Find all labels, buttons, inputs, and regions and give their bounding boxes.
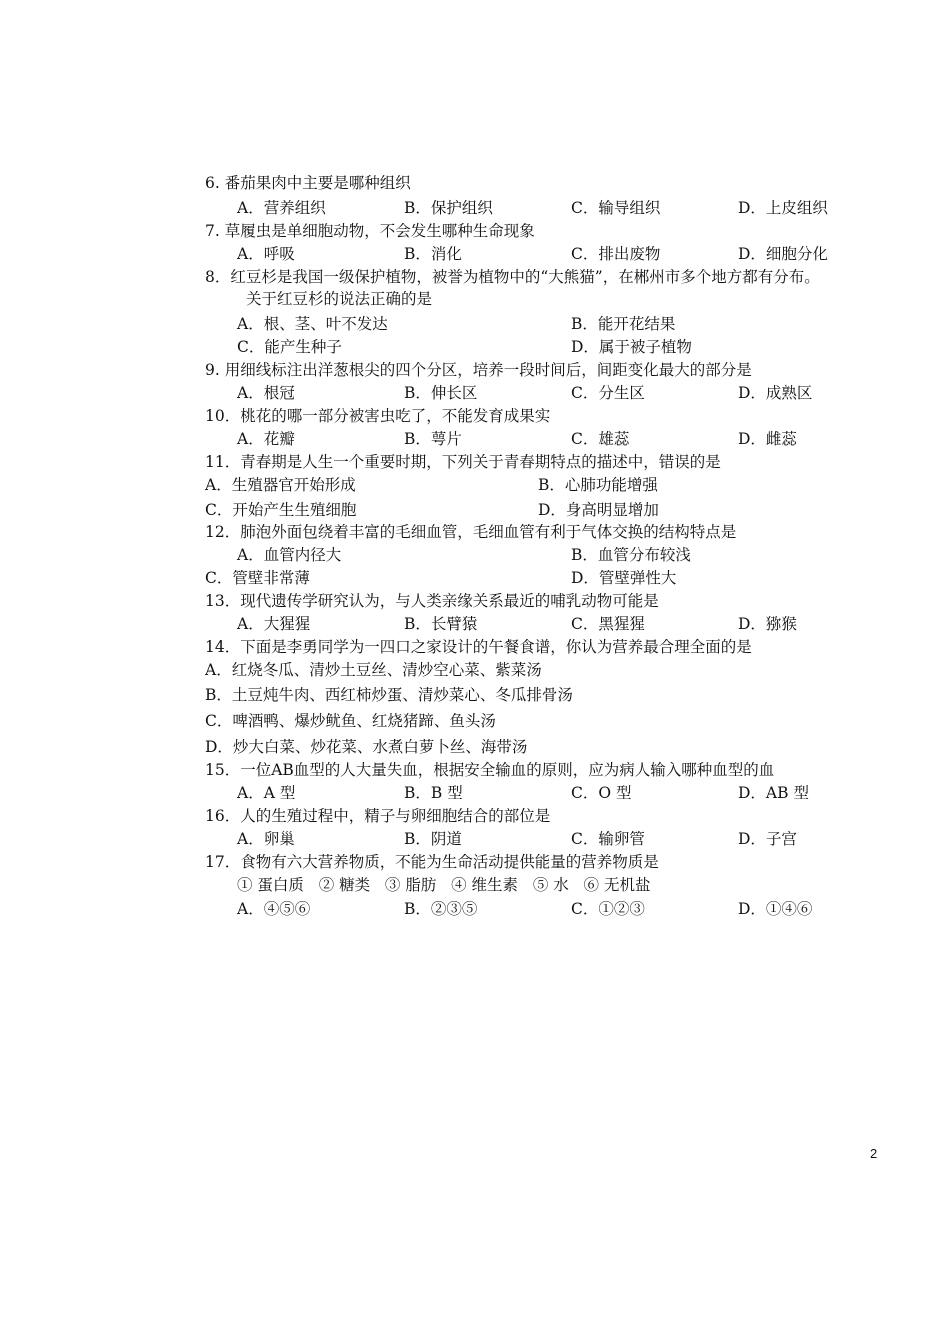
question-14-option-b: B．土豆炖牛肉、西红柿炒蛋、清炒菜心、冬瓜排骨汤	[205, 686, 573, 704]
question-12-option-d: D．管壁弹性大	[571, 569, 677, 587]
question-8-option-b: B．能开花结果	[571, 315, 676, 333]
question-9-option-b: B．伸长区	[404, 384, 478, 402]
question-17-option-a: A．④⑤⑥	[237, 900, 311, 918]
question-12-option-a: A．血管内径大	[237, 546, 342, 564]
question-14-option-c: C．啤酒鸭、爆炒鱿鱼、红烧猪蹄、鱼头汤	[205, 712, 496, 730]
question-6-option-c: C．输导组织	[571, 199, 661, 217]
question-15-option-b: B．B 型	[404, 784, 463, 802]
question-9-option-a: A．根冠	[237, 384, 295, 402]
question-10-option-a: A．花瓣	[237, 430, 295, 448]
question-15-option-d: D．AB 型	[738, 784, 809, 802]
question-8-stem: 8．红豆杉是我国一级保护植物，被誉为植物中的“大熊猫”，在郴州市多个地方都有分布。	[205, 268, 820, 286]
question-9-option-c: C．分生区	[571, 384, 645, 402]
question-16-stem: 16．人的生殖过程中，精子与卵细胞结合的部位是	[205, 807, 551, 825]
question-15-option-a: A．A 型	[237, 784, 296, 802]
question-17-stem: 17．食物有六大营养物质，不能为生命活动提供能量的营养物质是	[205, 853, 659, 871]
question-10-option-d: D．雌蕊	[738, 430, 797, 448]
question-11-option-a: A．生殖器官开始形成	[205, 476, 356, 494]
question-10-option-b: B．萼片	[404, 430, 462, 448]
question-7-option-d: D．细胞分化	[738, 245, 828, 263]
question-11-option-c: C．开始产生生殖细胞	[205, 501, 357, 519]
question-9-stem: 9. 用细线标注出洋葱根尖的四个分区，培养一段时间后，间距变化最大的部分是	[205, 361, 752, 379]
question-14-option-a: A．红烧冬瓜、清炒土豆丝、清炒空心菜、紫菜汤	[205, 661, 542, 679]
question-13-option-d: D．猕猴	[738, 615, 797, 633]
question-8-option-c: C．能产生种子	[237, 338, 342, 356]
question-6-option-b: B．保护组织	[404, 199, 493, 217]
question-7-stem: 7. 草履虫是单细胞动物，不会发生哪种生命现象	[205, 222, 535, 240]
question-16-option-b: B．阴道	[404, 830, 462, 848]
question-12-stem: 12．肺泡外面包绕着丰富的毛细血管，毛细血管有利于气体交换的结构特点是	[205, 523, 737, 541]
question-8-option-d: D．属于被子植物	[571, 338, 692, 356]
question-8-stem-continued: 关于红豆杉的说法正确的是	[246, 290, 433, 308]
question-16-option-d: D．子宫	[738, 830, 797, 848]
question-14-option-d: D．炒大白菜、炒花菜、水煮白萝卜丝、海带汤	[205, 738, 528, 756]
question-13-option-a: A．大猩猩	[237, 615, 311, 633]
question-17-option-c: C．①②③	[571, 900, 645, 918]
question-7-option-c: C．排出废物	[571, 245, 661, 263]
question-12-option-b: B．血管分布较浅	[571, 546, 691, 564]
question-15-stem: 15．一位AB血型的人大量失血，根据安全输血的原则，应为病人输入哪种血型的血	[205, 761, 775, 779]
question-11-option-d: D．身高明显增加	[538, 501, 659, 519]
question-13-stem: 13．现代遗传学研究认为，与人类亲缘关系最近的哺乳动物可能是	[205, 592, 659, 610]
question-9-option-d: D．成熟区	[738, 384, 813, 402]
question-6-stem: 6. 番茄果肉中主要是哪种组织	[205, 174, 411, 192]
question-13-option-c: C．黑猩猩	[571, 615, 645, 633]
question-11-stem: 11．青春期是人生一个重要时期，下列关于青春期特点的描述中，错误的是	[205, 453, 721, 471]
question-10-stem: 10．桃花的哪一部分被害虫吃了，不能发育成果实	[205, 407, 551, 425]
question-6-option-a: A．营养组织	[237, 199, 326, 217]
question-17-option-d: D．①④⑥	[738, 900, 813, 918]
question-14-stem: 14．下面是李勇同学为一四口之家设计的午餐食谱，你认为营养最合理全面的是	[205, 638, 752, 656]
question-15-option-c: C．O 型	[571, 784, 632, 802]
question-7-option-a: A．呼吸	[237, 245, 295, 263]
question-10-option-c: C．雄蕊	[571, 430, 630, 448]
page-number: 2	[870, 1146, 878, 1161]
question-13-option-b: B．长臂猿	[404, 615, 478, 633]
question-11-option-b: B．心肺功能增强	[538, 476, 658, 494]
question-7-option-b: B．消化	[404, 245, 462, 263]
question-17-option-b: B．②③⑤	[404, 900, 478, 918]
question-6-option-d: D．上皮组织	[738, 199, 828, 217]
question-8-option-a: A．根、茎、叶不发达	[237, 315, 388, 333]
question-16-option-c: C．输卵管	[571, 830, 645, 848]
question-17-nutrient-list: ① 蛋白质 ② 糖类 ③ 脂肪 ④ 维生素 ⑤ 水 ⑥ 无机盐	[237, 876, 651, 894]
question-12-option-c: C．管壁非常薄	[205, 569, 310, 587]
question-16-option-a: A．卵巢	[237, 830, 295, 848]
